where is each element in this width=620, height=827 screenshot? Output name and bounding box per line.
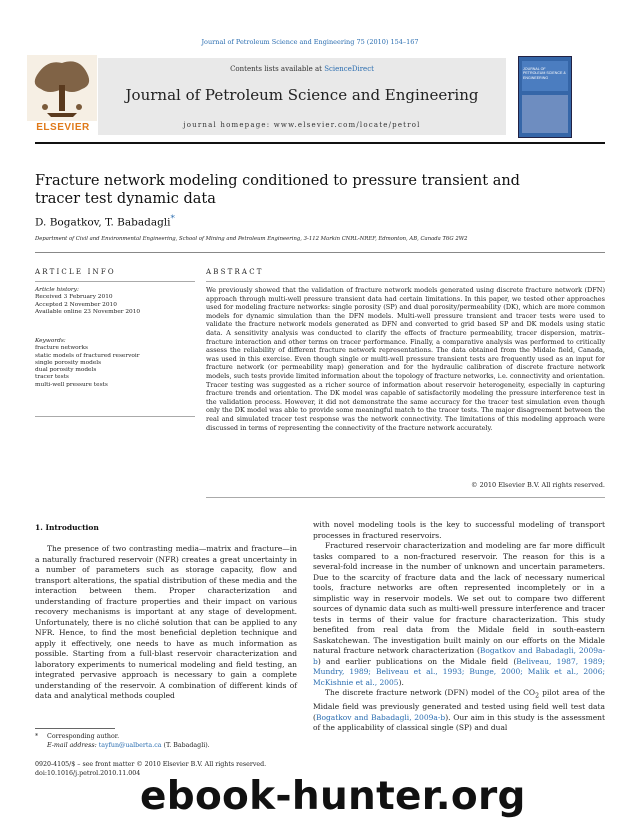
- journal-cover-thumbnail: [518, 56, 572, 138]
- running-header[interactable]: Journal of Petroleum Science and Engineering 75 (2010) 154–167: [201, 38, 419, 46]
- header-rule: [35, 142, 605, 144]
- footnote-rule: [35, 728, 115, 729]
- journal-homepage[interactable]: journal homepage: www.elsevier.com/locate/petrol: [183, 121, 421, 129]
- sciencedirect-link[interactable]: ScienceDirect: [324, 65, 374, 73]
- history-accepted: Accepted 2 November 2010: [35, 301, 117, 308]
- author-names: D. Bogatkov, T. Babadagli: [35, 216, 171, 229]
- affiliation-rule: [35, 252, 605, 253]
- history-label: Article history:: [35, 287, 79, 293]
- footnote-mark: *: [35, 733, 39, 740]
- elsevier-wordmark: ELSEVIER: [36, 122, 90, 133]
- footnote-label: Corresponding author.: [47, 733, 120, 740]
- article-history: [35, 287, 195, 316]
- watermark: ebook-hunter.org: [140, 774, 526, 819]
- article-info-rule: [35, 281, 195, 282]
- keywords-label: Keywords:: [35, 338, 66, 344]
- p2-text-b: ) and earlier publications on the Midale field (: [317, 656, 517, 666]
- intro-paragraph-continued: with novel modeling tools is the key to successful modeling of transport processes in fractured reservoirs.: [313, 520, 605, 540]
- keyword: single porosity models: [35, 359, 102, 366]
- issn-line: 0920-4105/$ – see front matter © 2010 Elsevier B.V. All rights reserved.: [35, 761, 267, 768]
- copyright-line: © 2010 Elsevier B.V. All rights reserved.: [471, 481, 605, 489]
- p2-text-a: Fractured reservoir characterization and modeling are far more difficult tasks compared to a non-fractured reservoir. The reason for this is a several-fold increase in the number of unknown and uncertain parameters. Due to the scarcity of fracture data and the lack of necessary numerical tools, fracture networks are often represented incompletely or in a simplistic way in reservoir models. We set out to compare two different sources of dynamic data such as multi-well pressure interference and tracer tests in terms of their value for fracture characterization. This study benefited from real data from the Midale field in south-eastern Saskatchewan. The investigation built mainly on our efforts on the Midale natural fracture network characterization (: [313, 541, 605, 655]
- abstract-text: We previously showed that the validation of fracture network models generated using discrete fracture network (DFN) approach through multi-well pressure transient data had certain limitations. In this paper, we tested other approaches used for modeling fracture networks: single porosity (SP) and dual porosity/permeability (DK), which are more common models for dynamic simulation than the DFN models. Multi-well pressure transient and tracer tests were used to validate the fracture network models generated as DFN and converted to grid based SP and DK models using static data. A sensitivity analysis was conducted to clarify the effects of fracture permeability, tracer dispersion, matrix–fracture interaction and other terms on tracer performance. Finally, a comparative analysis was performed to critically assess the reliability of different fracture network representations. The data obtained from the Midale field, Canada, was used in this exercise. Even though single or multi-well pressure transient tests are frequently used as an input for fracture network (or permeability map) generation and for the hydraulic calibration of discrete fracture network models, such tests provide limited information about the topology of fracture networks, i.e. connectivity and orientation. Tracer testing was suggested as a richer source of information about reservoir heterogeneity, especially in capturing fracture trends and orientation. The DK model was capable of satisfactorily modeling the pressure interference test in the validation process. However, it did not demonstrate the same accuracy for the tracer test simulation even though only the DK model was able to provide some meaningful match to the tracer tests. The major disagreement between the real and simulated tracer test response was the network connectivity. The limitations of this modeling approach were discussed in terms of representing the connectivity of the fracture network accurately.: [206, 286, 605, 432]
- keyword: static models of fractured reservoir: [35, 352, 140, 359]
- abstract-heading: ABSTRACT: [206, 268, 264, 276]
- p2-text-c: ).: [398, 677, 404, 687]
- article-title: Fracture network modeling conditioned to pressure transient and tracer test dynamic data: [35, 173, 520, 207]
- abstract-rule: [206, 281, 605, 282]
- p3-text-a: The discrete fracture network (DFN) model of the CO: [325, 688, 536, 697]
- history-online: Available online 23 November 2010: [35, 308, 141, 315]
- cover-image: [522, 95, 568, 133]
- footnote: [35, 732, 297, 750]
- co2-subscript: 2: [535, 692, 540, 700]
- affiliation: Department of Civil and Environmental Engineering, School of Mining and Petroleum Engineering, 3-112 Markin CNRL-NREF, Edmonton, AB, Canada T6G 2W2: [35, 236, 468, 242]
- contents-prefix: Contents lists available at: [230, 65, 325, 73]
- journal-title: Journal of Petroleum Science and Engineering: [125, 86, 479, 104]
- intro-paragraph-1: The presence of two contrasting media—matrix and fracture—in a naturally fractured reservoir (NFR) creates a great uncertainty in a number of parameters such as storage capacity, flow and transport alterations, the spatial distribution of these media and the interaction between them. Proper characterization and understanding of fracture properties and their impact on various recovery mechanisms is important at any stage of development. Unfortunately, there is no cliché solution that can be applied to any NFR. Hence, to find the most beneficial depletion technique and apply it effectively, one needs to have as much information as possible. Starting from a full-blast reservoir characterization and laboratory experiments to numerical modeling and field testing, an integrated pervasive approach is necessary to gain a complete understanding of the reservoir. A combination of different kinds of data and analytical methods coupled: [35, 544, 297, 700]
- keywords-rule: [35, 416, 195, 417]
- keyword: tracer tests: [35, 374, 69, 381]
- citation-link[interactable]: Beliveau, 1987, 1989; Mundry, 1989; Beliveau et al., 1993; Bunge, 2000; Malik et al., 2006; McKishnie et al., 2005: [313, 656, 605, 687]
- footnote-corresponding: [35, 732, 297, 741]
- citation-link[interactable]: Bogatkov and Babadagli, 2009a-b: [315, 712, 446, 722]
- article-info-heading: ARTICLE INFO: [35, 268, 116, 276]
- intro-left-column: [35, 544, 297, 702]
- citation-link[interactable]: Bogatkov and Babadagli, 2009a-b: [313, 646, 605, 666]
- footnote-email: [35, 741, 297, 750]
- keyword: dual porosity models: [35, 367, 97, 374]
- contents-line: [98, 65, 506, 73]
- email-link[interactable]: tayfun@ualberta.ca: [98, 742, 162, 749]
- email-suffix: (T. Babadagli).: [161, 742, 210, 749]
- p3-text-c: ). Our aim in this study is the assessment of the applicability of classical single (SP) and dual: [313, 712, 605, 732]
- doi-line[interactable]: doi:10.1016/j.petrol.2010.11.004: [35, 770, 141, 777]
- article-authors: [35, 214, 175, 229]
- corresponding-author-mark[interactable]: *: [170, 214, 175, 224]
- keyword: multi-well pressure tests: [35, 381, 108, 388]
- section-heading-introduction: 1. Introduction: [35, 523, 99, 532]
- intro-right-column: [313, 520, 605, 734]
- keywords-block: [35, 338, 195, 389]
- keyword: fracture networks: [35, 345, 88, 352]
- abstract-bottom-rule: [206, 497, 605, 498]
- email-label: E-mail address:: [47, 742, 99, 749]
- history-received: Received 3 February 2010: [35, 294, 113, 301]
- p3-text-b: pilot area of the Midale field was previously generated and tested using field well test data (: [313, 688, 605, 722]
- cover-title: JOURNAL OF PETROLEUM SCIENCE & ENGINEERING: [523, 67, 566, 80]
- intro-paragraph-2: [313, 541, 605, 688]
- intro-paragraph-3: [313, 688, 605, 734]
